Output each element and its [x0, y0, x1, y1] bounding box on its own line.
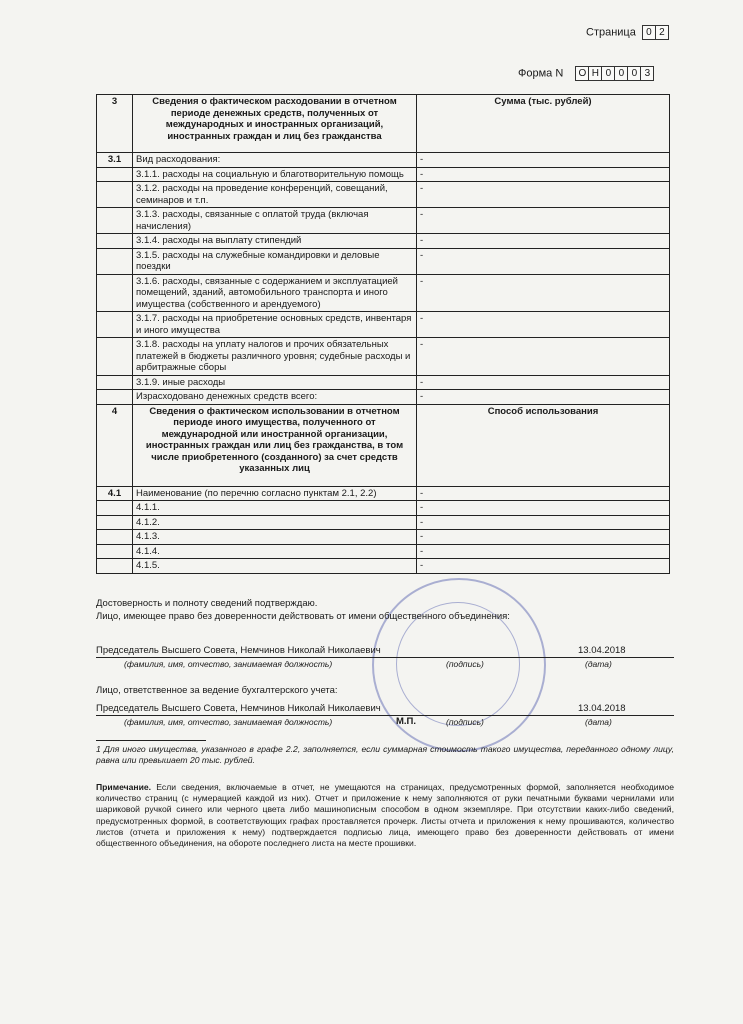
row-number — [97, 544, 133, 559]
section4-number: 4 — [97, 404, 133, 486]
row-label: 3.1.3. расходы, связанные с оплатой труда (включая начисления) — [133, 208, 417, 234]
table-row — [97, 501, 670, 516]
footnote: 1 Для иного имущества, указанного в графе 2.2, заполняется, если суммарная стоимость такого имущества, переданного одному лицу, равна или превышает 20 тыс. рублей. — [96, 744, 674, 766]
table-row — [97, 208, 670, 234]
signer-name: Председатель Высшего Совета, Немчинов Николай Николаевич — [96, 645, 381, 656]
footnote-divider — [96, 740, 206, 741]
mp-label: М.П. — [396, 716, 417, 727]
table-row — [97, 182, 670, 208]
row-number — [97, 515, 133, 530]
row-label: Вид расходования: — [133, 153, 417, 168]
signer-underline — [96, 657, 674, 658]
row-value: - — [417, 559, 670, 574]
row-value: - — [417, 182, 670, 208]
caption-date-2: (дата) — [585, 717, 612, 727]
table-row — [97, 544, 670, 559]
row-label: 4.1.3. — [133, 530, 417, 545]
row-label: 3.1.6. расходы, связанные с содержанием и эксплуатацией помещений, зданий, автомобильного транспорта и иного имущества (собственного и арендуемого) — [133, 274, 417, 312]
form-digit: 0 — [614, 66, 628, 81]
section4-header-row — [97, 404, 670, 486]
table-row — [97, 515, 670, 530]
row-value: - — [417, 375, 670, 390]
row-value: - — [417, 248, 670, 274]
row-number — [97, 167, 133, 182]
table-row — [97, 274, 670, 312]
row-value: - — [417, 486, 670, 501]
signer-date: 13.04.2018 — [578, 645, 626, 656]
table-row — [97, 375, 670, 390]
row-label: 4.1.2. — [133, 515, 417, 530]
property-rows — [97, 486, 670, 573]
use-column-header: Способ использования — [417, 404, 670, 486]
table-row — [97, 248, 670, 274]
caption-person-1: (фамилия, имя, отчество, занимаемая должность) — [124, 659, 333, 669]
row-number — [97, 274, 133, 312]
row-number — [97, 390, 133, 405]
row-value: - — [417, 390, 670, 405]
section3-title: Сведения о фактическом расходовании в отчетном периоде денежных средств, полученных от международных и иностранных организаций, иностранных граждан и лиц без гражданства — [133, 95, 417, 153]
row-label: 3.1.4. расходы на выплату стипендий — [133, 234, 417, 249]
table-row — [97, 559, 670, 574]
section3-number: 3 — [97, 95, 133, 153]
row-number: 3.1 — [97, 153, 133, 168]
row-value: - — [417, 530, 670, 545]
row-value: - — [417, 208, 670, 234]
row-number — [97, 375, 133, 390]
confirm-line2: Лицо, имеющее право без доверенности действовать от имени общественного объединения: — [96, 611, 510, 622]
table-row — [97, 153, 670, 168]
remark — [96, 782, 674, 849]
row-number — [97, 312, 133, 338]
caption-person-2: (фамилия, имя, отчество, занимаемая должность) — [124, 717, 333, 727]
table-row — [97, 486, 670, 501]
page-digit-boxes — [643, 25, 669, 40]
form-digit: Н — [588, 66, 602, 81]
row-number — [97, 338, 133, 376]
accountant-name: Председатель Высшего Совета, Немчинов Николай Николаевич — [96, 703, 381, 714]
row-value: - — [417, 312, 670, 338]
row-number: 4.1 — [97, 486, 133, 501]
table-row — [97, 234, 670, 249]
row-number — [97, 248, 133, 274]
row-value: - — [417, 234, 670, 249]
row-label: 3.1.5. расходы на служебные командировки и деловые поездки — [133, 248, 417, 274]
row-value: - — [417, 501, 670, 516]
accountant-date: 13.04.2018 — [578, 703, 626, 714]
caption-sign-1: (подпись) — [446, 659, 484, 669]
sum-column-header: Сумма (тыс. рублей) — [417, 95, 670, 153]
accountant-label: Лицо, ответственное за ведение бухгалтерского учета: — [96, 685, 338, 696]
form-digit: 0 — [601, 66, 615, 81]
row-value: - — [417, 338, 670, 376]
row-number — [97, 501, 133, 516]
form-digit-boxes — [576, 66, 654, 81]
form-label: Форма N — [518, 67, 564, 80]
row-label: 4.1.4. — [133, 544, 417, 559]
row-value: - — [417, 167, 670, 182]
table-row — [97, 530, 670, 545]
page-number — [586, 25, 669, 40]
row-label: 3.1.9. иные расходы — [133, 375, 417, 390]
row-label: 4.1.1. — [133, 501, 417, 516]
row-label: 3.1.2. расходы на проведение конференций, совещаний, семинаров и т.п. — [133, 182, 417, 208]
row-label: 3.1.1. расходы на социальную и благотворительную помощь — [133, 167, 417, 182]
table-row — [97, 167, 670, 182]
page-digit: 2 — [655, 25, 669, 40]
row-number — [97, 182, 133, 208]
table-row — [97, 390, 670, 405]
accountant-underline — [96, 715, 674, 716]
expenditure-rows — [97, 153, 670, 405]
confirm-line1: Достоверность и полноту сведений подтверждаю. — [96, 598, 318, 609]
remark-text: Если сведения, включаемые в отчет, не умещаются на страницах, предусмотренных формой, заполняется необходимое количество страниц (с нумерацией каждой из них). Отчет и приложение к нему заполняются от руки печатными буквами чернилами или шариковой ручкой синего или черного цвета либо машинописным способом в одном экземпляре. При отсутствии каких-либо сведений, предусмотренных формой, в соответствующих графах проставляется прочерк. Листы отчета и приложения к нему прошиваются, количество листов (отчета и приложения к нему) подтверждается подписью лица, имеющего право без доверенности действовать от имени общественного объединения, на обороте последнего листа на месте прошивки. — [96, 782, 674, 849]
report-table — [96, 94, 670, 574]
form-digit: 0 — [627, 66, 641, 81]
table-row — [97, 338, 670, 376]
row-number — [97, 559, 133, 574]
section4-title: Сведения о фактическом использовании в отчетном периоде иного имущества, полученного от международной или иностранной организации, иностранных граждан или лиц без гражданства, в том числе приобретенного (созданного) за счет средств указанных лиц — [133, 404, 417, 486]
row-label: 3.1.7. расходы на приобретение основных средств, инвентаря и иного имущества — [133, 312, 417, 338]
page-digit: 0 — [642, 25, 656, 40]
form-number — [518, 66, 654, 81]
row-label: Израсходовано денежных средств всего: — [133, 390, 417, 405]
caption-date-1: (дата) — [585, 659, 612, 669]
remark-label: Примечание. — [96, 782, 152, 792]
row-value: - — [417, 544, 670, 559]
section3-header-row — [97, 95, 670, 153]
page-label: Страница — [586, 26, 636, 39]
row-number — [97, 208, 133, 234]
form-digit: 3 — [640, 66, 654, 81]
row-label: 4.1.5. — [133, 559, 417, 574]
caption-sign-2: (подпись) — [446, 717, 484, 727]
row-value: - — [417, 153, 670, 168]
row-number — [97, 234, 133, 249]
row-value: - — [417, 515, 670, 530]
row-label: 3.1.8. расходы на уплату налогов и прочих обязательных платежей в бюджеты различного уровня; судебные расходы и арбитражные сборы — [133, 338, 417, 376]
form-digit: О — [575, 66, 589, 81]
row-label: Наименование (по перечню согласно пунктам 2.1, 2.2) — [133, 486, 417, 501]
table-row — [97, 312, 670, 338]
row-value: - — [417, 274, 670, 312]
row-number — [97, 530, 133, 545]
